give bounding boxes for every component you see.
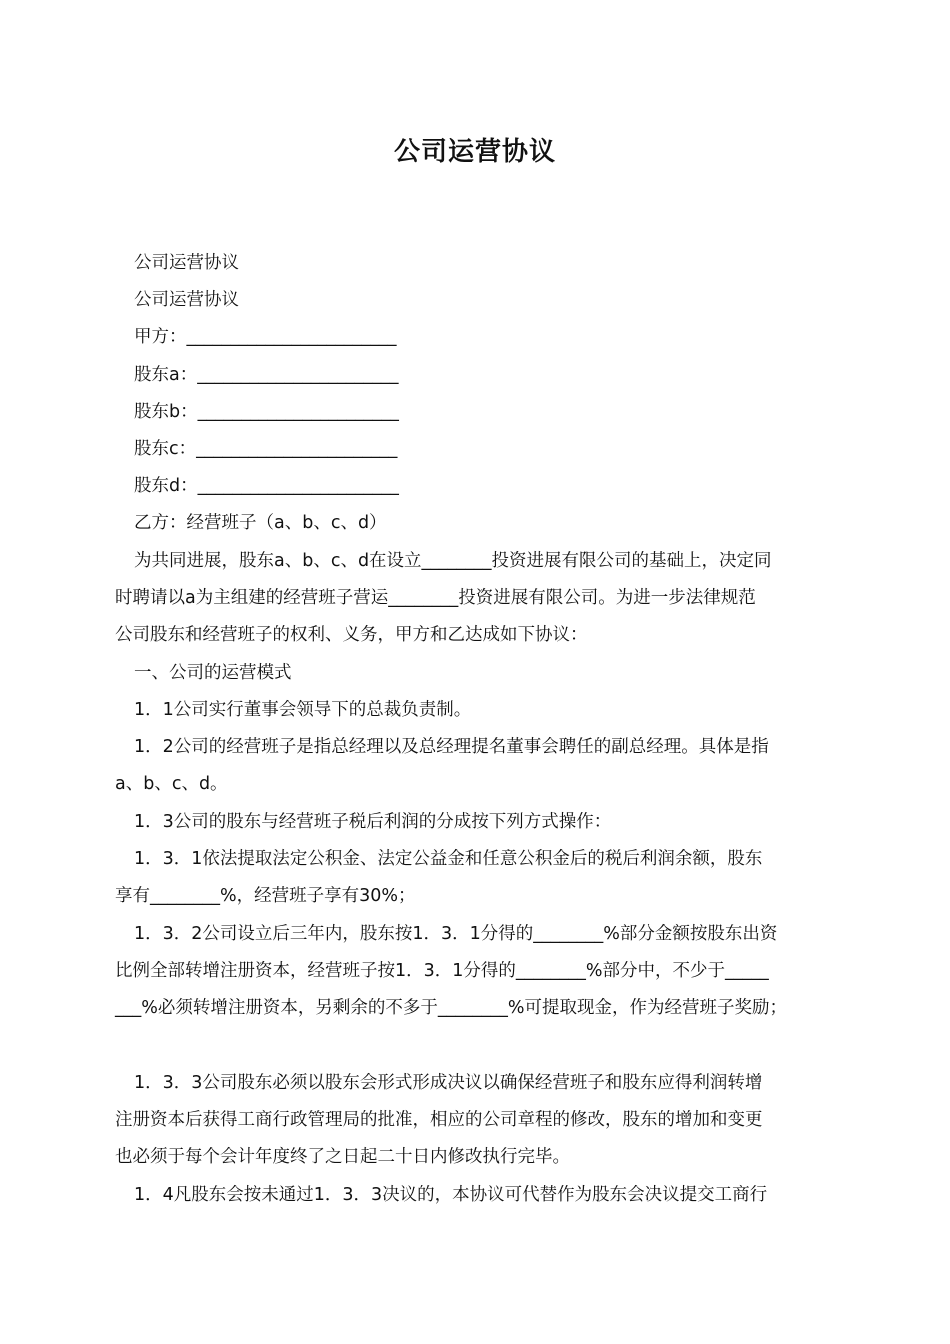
clause-line: 1．3．1依法提取法定公积金、法定公益金和任意公积金后的税后利润余额，股东 [134,849,763,869]
clause-line: 1．3公司的股东与经营班子税后利润的分成按下列方式操作： [134,812,612,832]
clause-line: 1．3．3公司股东必须以股东会形式形成决议以确保经营班子和股东应得利润转增 [134,1073,763,1093]
document-title: 公司运营协议 [393,137,556,167]
paragraph-line: 公司股东和经营班子的权利、义务，甲方和乙达成如下协议： [115,625,588,645]
shareholder-b-line: 股东b：_______________________ [134,402,399,422]
shareholder-c-line: 股东c：_______________________ [134,439,398,459]
section-heading: 一、公司的运营模式 [134,663,292,683]
clause-line: 1．1公司实行董事会领导下的总裁负责制。 [134,700,472,720]
clause-line: 1．3．2公司设立后三年内，股东按1．3．1分得的________%部分金额按股东出资 [134,924,778,944]
paragraph-line: 为共同进展，股东a、b、c、d在设立________投资进展有限公司的基础上，决定同 [134,551,772,571]
clause-line: 1．4凡股东会按未通过1．3．3决议的，本协议可代替作为股东会决议提交工商行 [134,1185,768,1205]
clause-line: 也必须于每个会计年度终了之日起二十日内修改执行完毕。 [115,1147,570,1167]
clause-line: 享有________%，经营班子享有30%； [115,886,416,906]
party-a-line: 甲方：________________________ [134,327,397,347]
heading-line: 公司运营协议 [134,290,239,310]
clause-line: ___%必须转增注册资本，另剩余的不多于________%可提取现金，作为经营班子奖励； [115,998,788,1018]
clause-line: a、b、c、d。 [115,774,228,794]
shareholder-a-line: 股东a：_______________________ [134,365,399,385]
heading-line: 公司运营协议 [134,253,239,273]
paragraph-line: 时聘请以a为主组建的经营班子营运________投资进展有限公司。为进一步法律规范 [115,588,756,608]
party-b-line: 乙方：经营班子（a、b、c、d） [134,513,387,533]
clause-line: 注册资本后获得工商行政管理局的批准，相应的公司章程的修改，股东的增加和变更 [115,1110,763,1130]
clause-line: 比例全部转增注册资本，经营班子按1．3．1分得的________%部分中，不少于_____ [115,961,769,981]
shareholder-d-line: 股东d：_______________________ [134,476,399,496]
clause-line: 1．2公司的经营班子是指总经理以及总经理提名董事会聘任的副总经理。具体是指 [134,737,769,757]
